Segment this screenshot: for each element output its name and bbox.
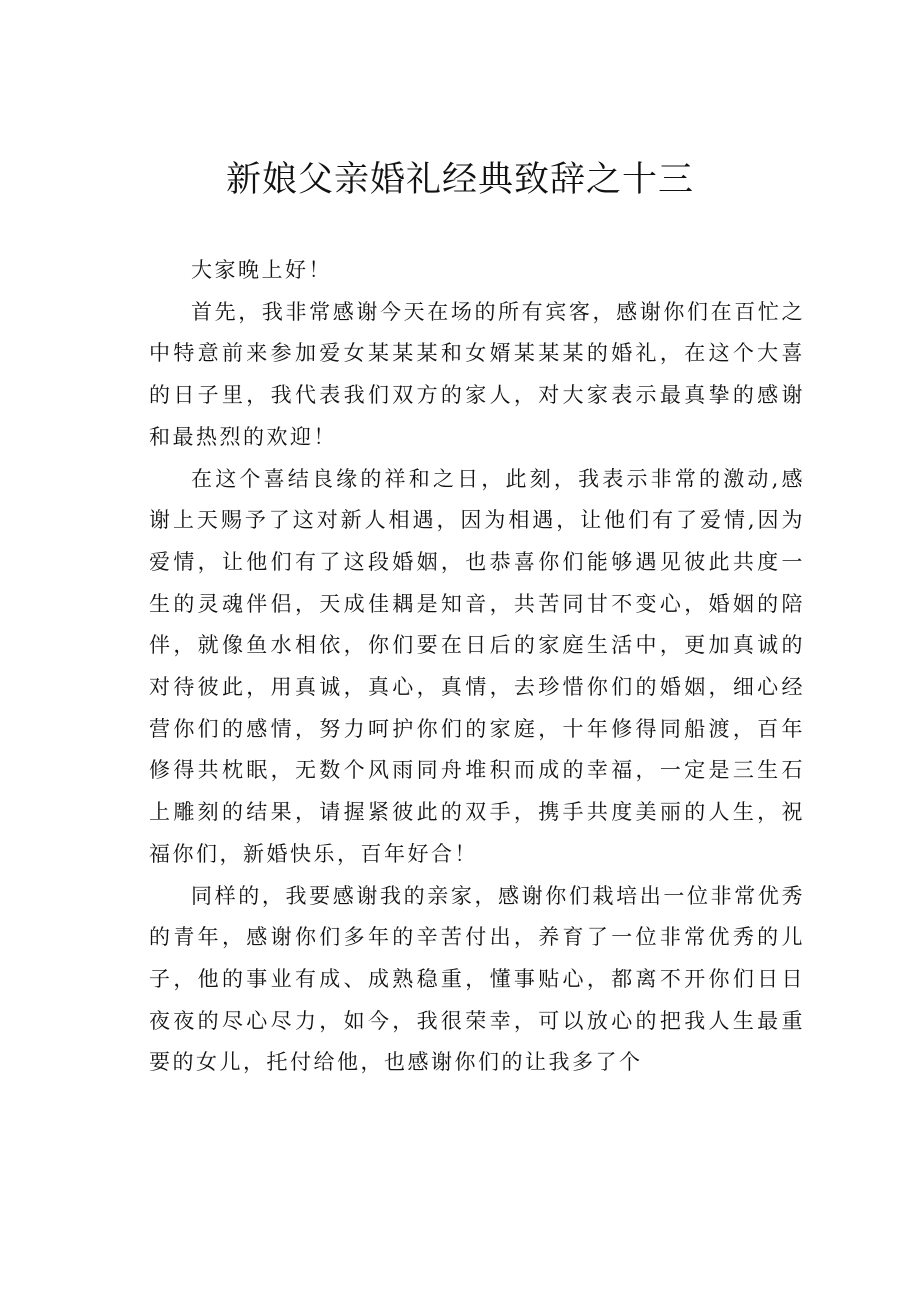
document-body (149, 250, 805, 1084)
paragraph-thanks-guests: 首先，我非常感谢今天在场的所有宾客，感谢你们在百忙之中特意前来参加爱女某某某和女婿某某某的婚礼，在这个大喜的日子里，我代表我们双方的家人，对大家表示最真挚的感谢和最热烈的欢迎！ (149, 299, 805, 449)
document-title: 新娘父亲婚礼经典致辞之十三 (225, 160, 694, 200)
paragraph-blessing-couple: 在这个喜结良缘的祥和之日，此刻，我表示非常的激动,感谢上天赐予了这对新人相遇，因为相遇，让他们有了爱情,因为爱情，让他们有了这段婚姻，也恭喜你们能够遇见彼此共度一生的灵魂伴侣，天成佳耦是知音，共苦同甘不变心，婚姻的陪伴，就像鱼水相依，你们要在日后的家庭生活中，更加真诚的对待彼此，用真诚，真心，真情，去珍惜你们的婚姻，细心经营你们的感情，努力呵护你们的家庭，十年修得同船渡，百年修得共枕眠，无数个风雨同舟堆积而成的幸福，一定是三生石上雕刻的结果，请握紧彼此的双手，携手共度美丽的人生，祝福你们，新婚快乐，百年好合！ (149, 466, 805, 866)
paragraph-thanks-in-laws: 同样的，我要感谢我的亲家，感谢你们栽培出一位非常优秀的青年，感谢你们多年的辛苦付出，养育了一位非常优秀的儿子，他的事业有成、成熟稳重，懂事贴心，都离不开你们日日夜夜的尽心尽力，如今，我很荣幸，可以放心的把我人生最重要的女儿，托付给他，也感谢你们的让我多了个 (149, 883, 805, 1075)
paragraph-greeting: 大家晚上好！ (191, 258, 332, 282)
